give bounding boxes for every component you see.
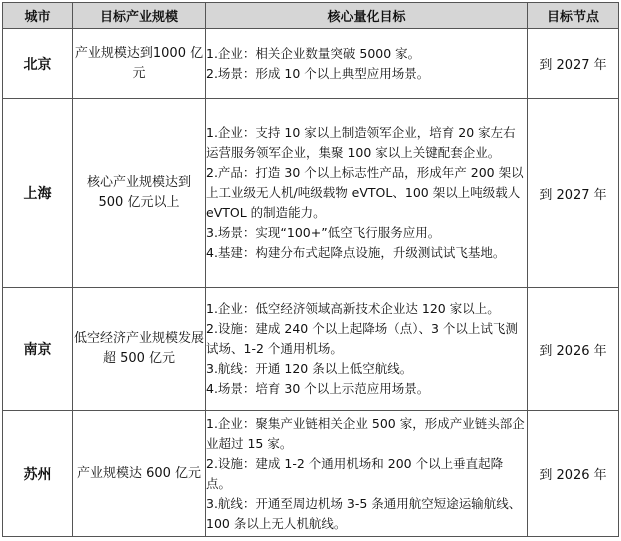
table-row [3,288,619,411]
node-cell: 到 2026 年 [528,411,619,537]
targets-cell [206,288,528,411]
target-item: 2.场景：形成 10 个以上典型应用场景。 [206,65,430,81]
targets-cell [206,411,528,537]
city-cell: 南京 [3,288,73,411]
target-item: 2.产品：打造 30 个以上标志性产品，形成年产 200 架以上工业级无人机/吨级载物 eVTOL、100 架以上吨级载人 eVTOL 的制造能力。 [206,165,524,220]
table-row [3,411,619,537]
header-scale: 目标产业规模 [73,3,206,29]
city-cell: 北京 [3,29,73,99]
target-item: 4.基建：构建分布式起降点设施，升级测试试飞基地。 [206,245,506,260]
target-item: 3.航线：开通至周边机场 3-5 条通用航空短途运输航线、100 条以上无人机航线。 [206,495,522,531]
target-item: 1.企业：相关企业数量突破 5000 家。 [206,45,421,61]
targets-cell [206,99,528,288]
header-city: 城市 [3,3,73,29]
target-item: 3.场景：实现“100+”低空飞行服务应用。 [206,225,441,240]
city-targets-table [2,2,619,537]
target-item: 1.企业：聚集产业链相关企业 500 家，形成产业链头部企业超过 15 家。 [206,415,525,451]
target-item: 2.设施：建成 240 个以上起降场（点）、3 个以上试飞测试场、1-2 个通用机场。 [206,321,518,356]
header-targets: 核心量化目标 [206,3,528,29]
node-cell: 到 2027 年 [528,29,619,99]
scale-cell: 低空经济产业规模发展超 500 亿元 [73,288,206,411]
scale-cell: 产业规模达到1000 亿元 [73,29,206,99]
target-item: 3.航线：开通 120 条以上低空航线。 [206,361,413,376]
node-cell: 到 2027 年 [528,99,619,288]
target-item: 2.设施：建成 1-2 个通用机场和 200 个以上垂直起降点。 [206,455,504,491]
node-cell: 到 2026 年 [528,288,619,411]
scale-cell: 核心产业规模达到 500 亿元以上 [73,99,206,288]
city-cell: 上海 [3,99,73,288]
header-node: 目标节点 [528,3,619,29]
table-row [3,99,619,288]
table-row [3,29,619,99]
target-item: 1.企业：低空经济领域高新技术企业达 120 家以上。 [206,301,500,316]
header-row [3,3,619,29]
scale-cell: 产业规模达 600 亿元 [73,411,206,537]
target-item: 1.企业：支持 10 家以上制造领军企业，培育 20 家左右运营服务领军企业，集聚 100 家以上关键配套企业。 [206,125,516,160]
targets-cell [206,29,528,99]
target-item: 4.场景：培育 30 个以上示范应用场景。 [206,381,430,396]
city-cell: 苏州 [3,411,73,537]
